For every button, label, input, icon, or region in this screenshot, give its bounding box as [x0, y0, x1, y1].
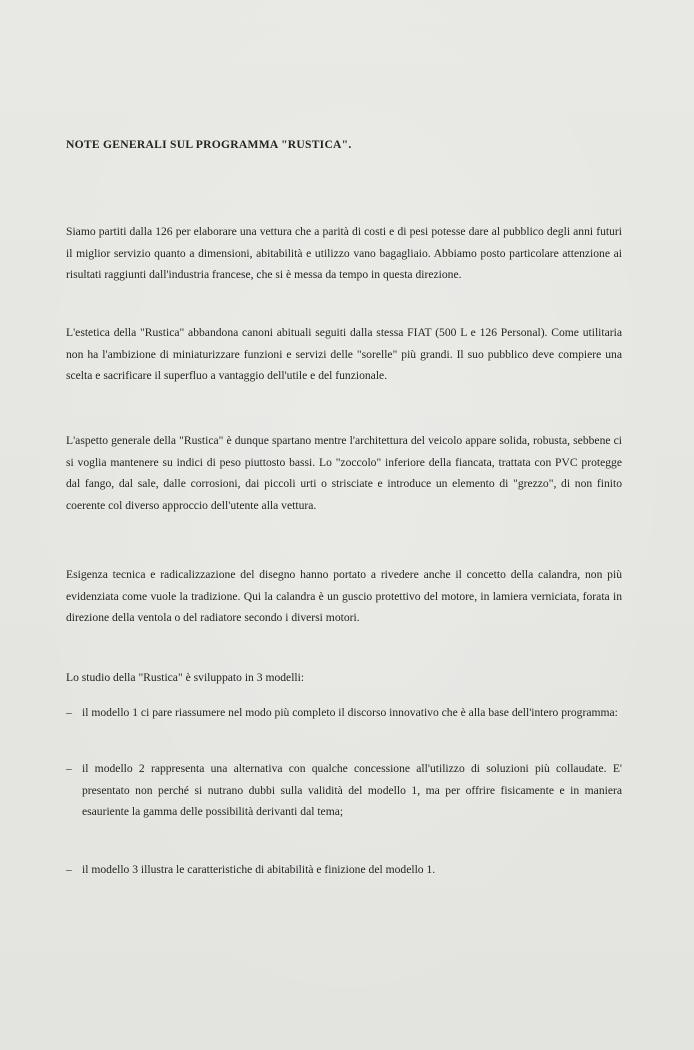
list-item-text: il modello 3 illustra le caratteristiche di abitabilità e finizione del modello 1.: [82, 863, 436, 876]
list-item-text: il modello 2 rappresenta una alternativa con qualche concessione all'utilizzo di soluzioni più collaudate. E' presentato non perché si nutrano dubbi sulla validità del modello 1, ma per offrire fisicamente e in maniera esauriente la gamma delle possibilità derivanti dal tema;: [82, 762, 622, 818]
paragraph-models-intro: Lo studio della "Rustica" è sviluppato in 3 modelli:: [66, 671, 305, 684]
list-dash: –: [66, 863, 72, 876]
paragraph-grille: Esigenza tecnica e radicalizzazione del disegno hanno portato a rivedere anche il concetto della calandra, non più evidenziata come vuole la tradizione. Qui la calandra è un guscio protettivo del motore, in lamiera verniciata, forata in direzione della ventola o del radiatore secondo i diversi motori.: [66, 568, 622, 624]
list-item-model-2: [66, 758, 622, 823]
document-title: NOTE GENERALI SUL PROGRAMMA "RUSTICA".: [66, 138, 352, 151]
list-item-text: il modello 1 ci pare riassumere nel modo più completo il discorso innovativo che è alla base dell'intero programma:: [82, 706, 618, 719]
paragraph-intro: Siamo partiti dalla 126 per elaborare una vettura che a parità di costi e di pesi potesse dare al pubblico degli anni futuri il miglior servizio quanto a dimensioni, abitabilità e utilizzo vano bagagliaio. Abbiamo posto particolare attenzione ai risultati raggiunti dall'industria francese, che si è messa da tempo in questa direzione.: [66, 225, 622, 281]
paragraph-aesthetics: L'estetica della "Rustica" abbandona canoni abituali seguiti dalla stessa FIAT (500 L e 126 Personal). Come utilitaria non ha l'ambizione di miniaturizzare funzioni e servizi delle "sorelle" più grandi. Il suo pubblico deve compiere una scelta e sacrificare il superfluo a vantaggio dell'utile e del funzionale.: [66, 326, 622, 382]
list-item-model-1: [66, 702, 622, 724]
list-dash: –: [66, 762, 72, 775]
paragraph-general-aspect: L'aspetto generale della "Rustica" è dunque spartano mentre l'architettura del veicolo appare solida, robusta, sebbene ci si voglia mantenere su indici di peso piuttosto bassi. Lo "zoccolo" inferiore della fiancata, trattata con PVC protegge dal fango, dal sale, dalle corrosioni, dai piccoli urti o strisciate e introduce un elemento di "grezzo", di non finito coerente col diverso approccio dell'utente alla vettura.: [66, 434, 622, 512]
list-item-model-3: [66, 859, 622, 881]
list-dash: –: [66, 706, 72, 719]
